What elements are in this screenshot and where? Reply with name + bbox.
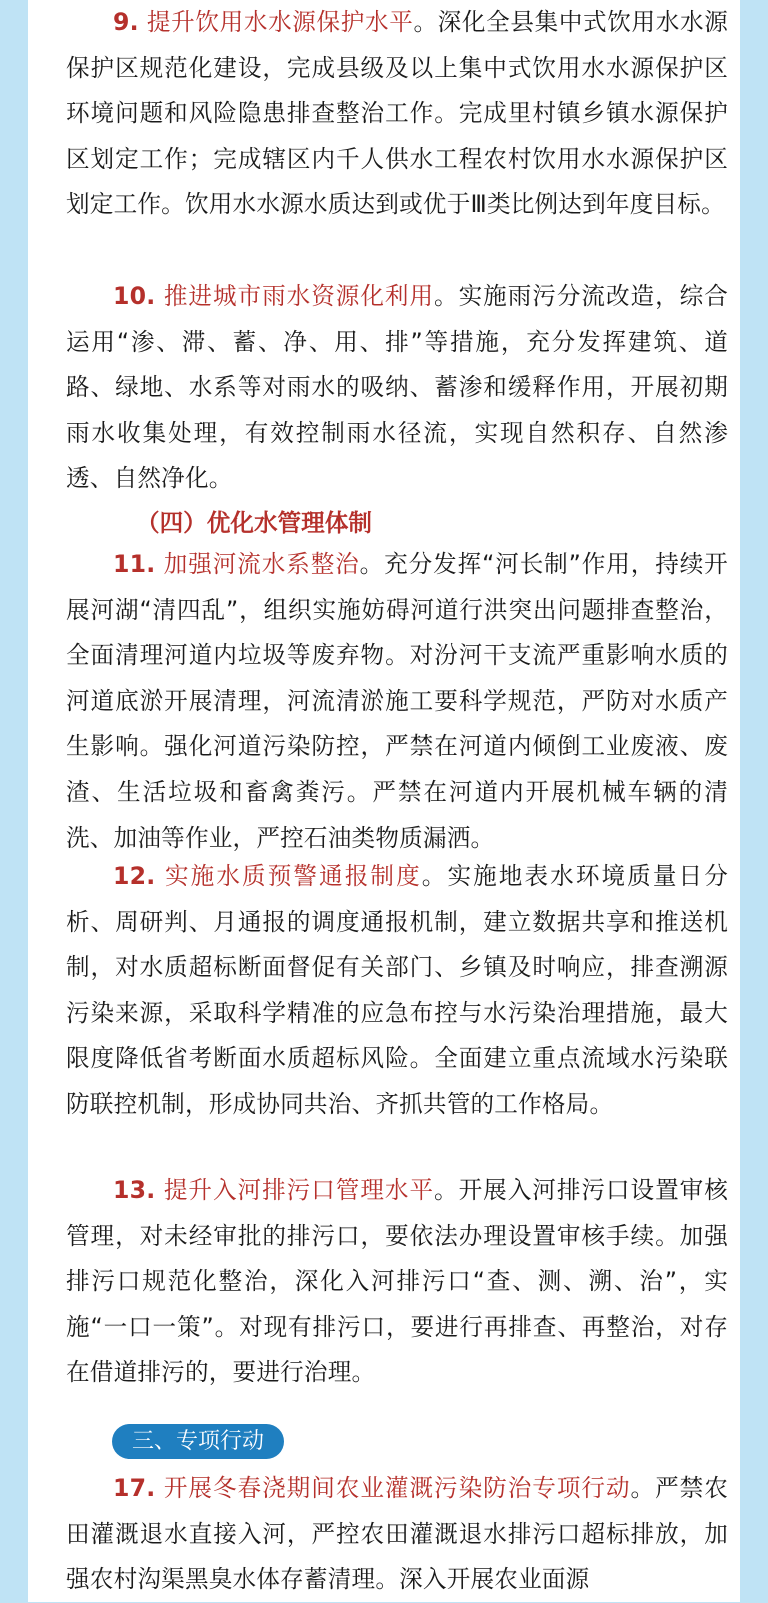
item-body: 。实施地表水环境质量日分析、周研判、月通报的调度通报机制，建立数据共享和推送机制，对水质超标断面督促有关部门、乡镇及时响应，排查溯源污染来源，采取科学精准的应急布控与水污染治理措施，最大限度降低省考断面水质超标风险。全面建立重点流域水污染联防联控机制，形成协同共治、齐抓共管的工作格局。 (66, 862, 729, 1118)
item-number: 10. (113, 282, 156, 310)
item-13 (66, 1168, 728, 1396)
document-page (28, 0, 740, 1602)
item-number: 11. (113, 550, 156, 578)
item-number: 9. (113, 8, 139, 36)
item-heading: 开展冬春浇期间农业灌溉污染防治专项行动 (163, 1474, 631, 1502)
item-body: 。开展入河排污口设置审核管理，对未经审批的排污口，要依法办理设置审核手续。加强排污口规范化整治，深化入河排污口“查、测、溯、治”，实施“一口一策”。对现有排污口，要进行再排查、再整治，对存在借道排污的，要进行治理。 (66, 1176, 729, 1387)
item-17 (66, 1466, 728, 1603)
item-heading: 提升饮用水水源保护水平 (146, 8, 414, 36)
item-body: 。深化全县集中式饮用水水源保护区规范化建设，完成县级及以上集中式饮用水水源保护区环境问题和风险隐患排查整治工作。完成里村镇乡镇水源保护区划定工作；完成辖区内千人供水工程农村饮用水水源保护区划定工作。饮用水水源水质达到或优于Ⅲ类比例达到年度目标。 (66, 8, 728, 219)
item-body: 。充分发挥“河长制”作用，持续开展河湖“清四乱”，组织实施妨碍河道行洪突出问题排查整治，全面清理河道内垃圾等废弃物。对汾河干支流严重影响水质的河道底淤开展清理，河流清淤施工要科学规范，严防对水质产生影响。强化河道污染防控，严禁在河道内倾倒工业废液、废渣、生活垃圾和畜禽粪污。严禁在河道内开展机械车辆的清洗、加油等作业，严控石油类物质漏洒。 (66, 550, 728, 852)
item-body: 。严禁农田灌溉退水直接入河，严控农田灌溉退水排污口超标排放，加强农村沟渠黑臭水体存蓄清理。深入开展农业面源 (66, 1474, 728, 1594)
item-heading: 推进城市雨水资源化利用 (163, 282, 435, 310)
item-number: 13. (113, 1176, 156, 1204)
item-number: 12. (113, 862, 156, 890)
item-body: 。实施雨污分流改造，综合运用“渗、滞、蓄、净、用、排”等措施，充分发挥建筑、道路、绿地、水系等对雨水的吸纳、蓄渗和缓释作用，开展初期雨水收集处理，有效控制雨水径流，实现自然积存、自然渗透、自然净化。 (66, 282, 729, 493)
item-10 (66, 274, 728, 502)
item-number: 17. (113, 1474, 156, 1502)
item-heading: 提升入河排污口管理水平 (163, 1176, 435, 1204)
item-heading: 加强河流水系整治 (163, 550, 360, 578)
item-9 (66, 0, 728, 228)
section-pill: 三、专项行动 (112, 1424, 284, 1459)
subheading-4: （四）优化水管理体制 (136, 509, 372, 537)
item-11 (66, 542, 728, 861)
item-heading: 实施水质预警通报制度 (165, 862, 422, 890)
item-12 (66, 854, 728, 1128)
